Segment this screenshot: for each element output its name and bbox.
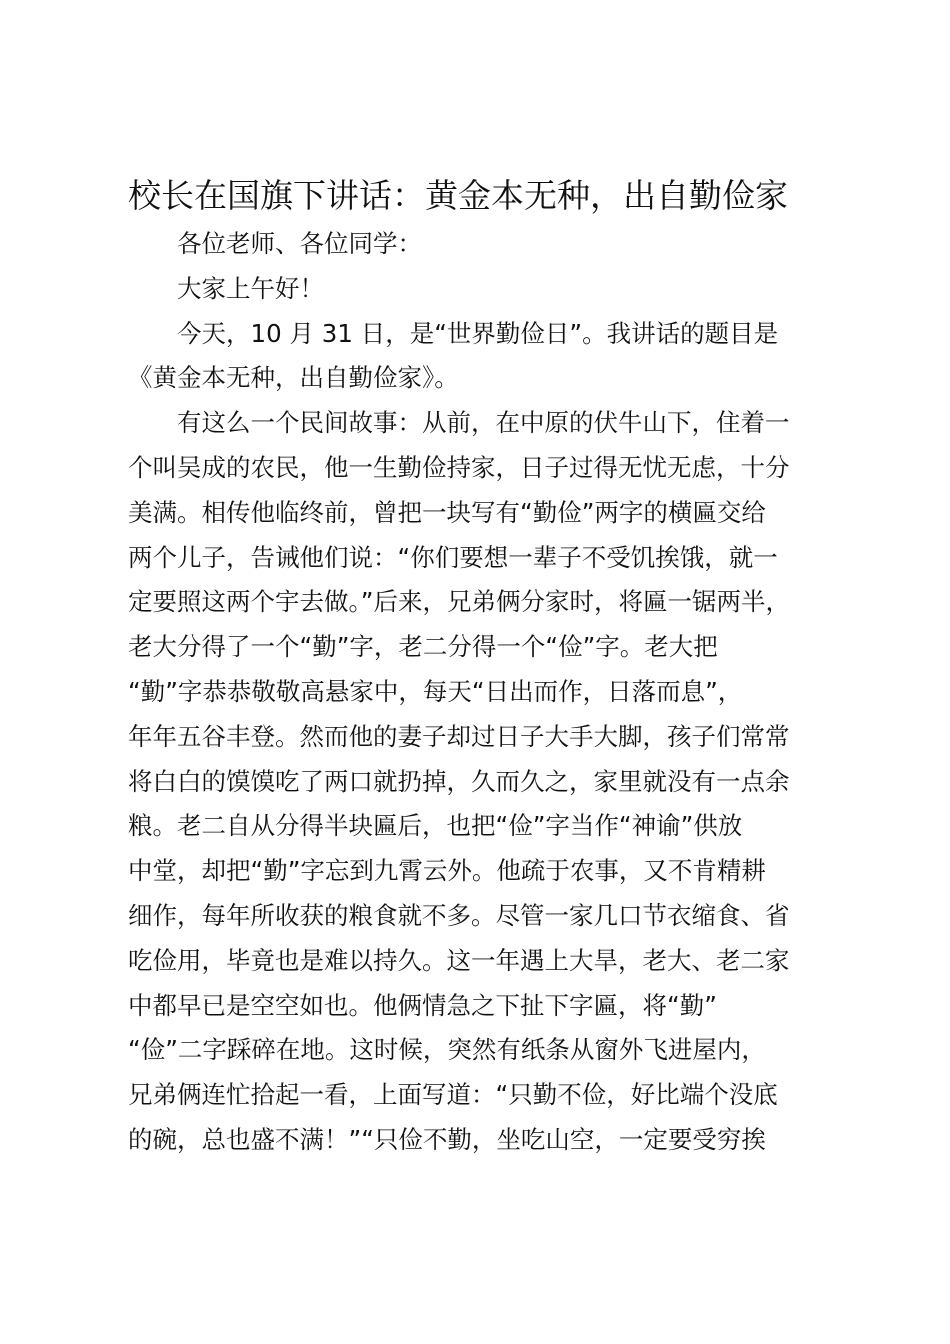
story-line: 有这么一个民间故事：从前，在中原的伏牛山下，住着一 xyxy=(177,408,790,438)
greeting-line: 各位老师、各位同学： xyxy=(177,229,422,258)
document-title: 校长在国旗下讲话：黄金本无种，出自勤俭家 xyxy=(128,176,788,215)
story-line: 的碗，总也盛不满！”“只俭不勤，坐吃山空，一定要受穷挨 xyxy=(128,1124,766,1154)
story-line: 两个儿子，告诫他们说：“你们要想一辈子不受饥挨饿，就一 xyxy=(128,542,778,572)
story-line: 中都早已是空空如也。他俩情急之下扯下字匾，将“勤” xyxy=(128,990,717,1020)
intro-line: 《黄金本无种，出自勤俭家》。 xyxy=(128,363,459,393)
story-line: 中堂，却把“勤”字忘到九霄云外。他疏于农事，又不肯精耕 xyxy=(128,856,766,886)
story-line: 个叫吴成的农民，他一生勤俭持家，日子过得无忧无虑，十分 xyxy=(128,452,790,482)
story-line: “俭”二字踩碎在地。这时候，突然有纸条从窗外飞进屋内， xyxy=(128,1035,766,1065)
document-body xyxy=(128,222,833,1163)
story-line: 年年五谷丰登。然而他的妻子却过日子大手大脚，孩子们常常 xyxy=(128,721,790,751)
story-line: 老大分得了一个“勤”字，老二分得一个“俭”字。老大把 xyxy=(128,632,718,662)
story-line: 吃俭用，毕竟也是难以持久。这一年遇上大旱，老大、老二家 xyxy=(128,945,790,975)
story-line: 将白白的馍馍吃了两口就扔掉，久而久之，家里就没有一点余 xyxy=(128,766,790,796)
story-line: 粮。老二自从分得半块匾后，也把“俭”字当作“神谕”供放 xyxy=(128,811,743,841)
salutation-line: 大家上午好！ xyxy=(177,273,324,303)
story-line: “勤”字恭恭敬敬高悬家中，每天“日出而作，日落而息”， xyxy=(128,676,743,706)
story-line: 美满。相传他临终前，曾把一块写有“勤俭”两字的横匾交给 xyxy=(128,497,766,527)
intro-line: 今天，10 月 31 日，是“世界勤俭日”。我讲话的题目是 xyxy=(177,318,779,348)
story-line: 兄弟俩连忙拾起一看，上面写道：“只勤不俭，好比端个没底 xyxy=(128,1080,778,1110)
story-line: 定要照这两个宇去做。”后来，兄弟俩分家时，将匾一锯两半， xyxy=(128,587,790,617)
story-line: 细作，每年所收获的粮食就不多。尽管一家几口节衣缩食、省 xyxy=(128,900,790,930)
